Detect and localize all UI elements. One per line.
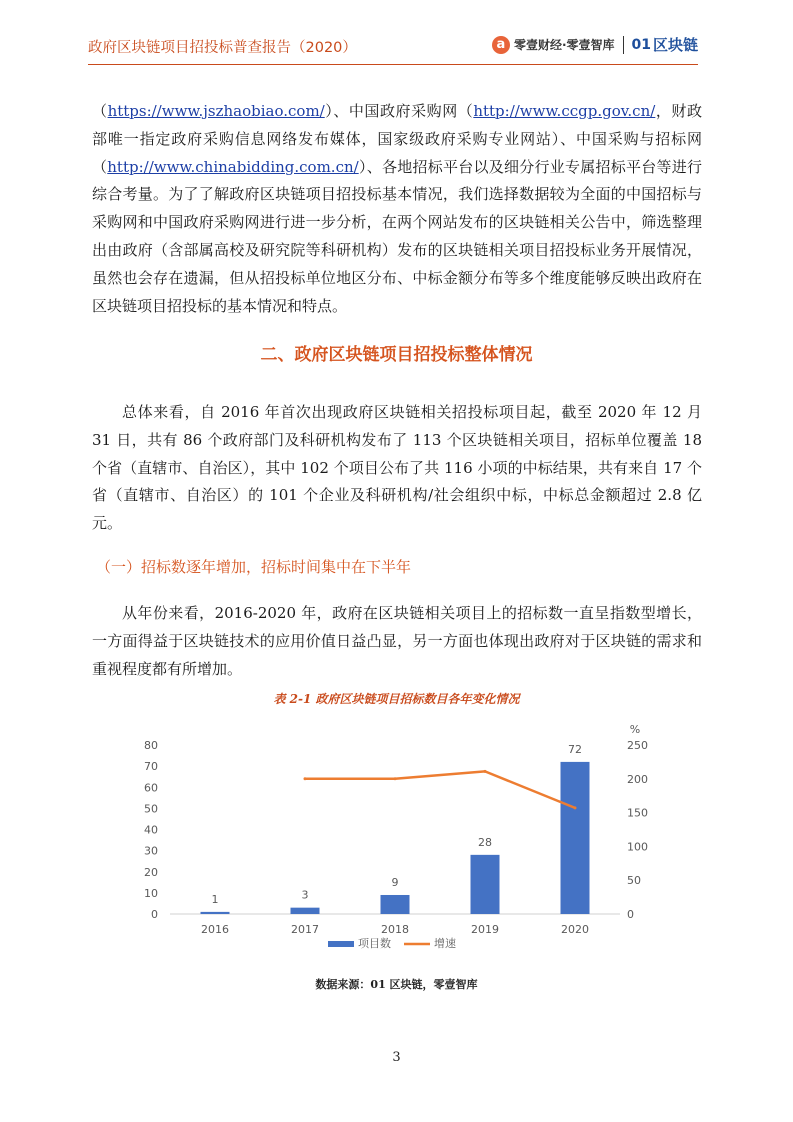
- right-axis-tick: 50: [627, 874, 641, 888]
- page-header: [88, 30, 698, 65]
- left-axis-tick: 70: [144, 760, 158, 774]
- legend-swatch-projects: [328, 941, 354, 947]
- growth-rate-line: [305, 771, 575, 808]
- left-axis-tick: 50: [144, 802, 158, 816]
- bar-data-label: 1: [211, 892, 219, 906]
- bar-2016: [201, 912, 230, 914]
- header-title: 政府区块链项目招投标普查报告（2020）: [88, 40, 357, 56]
- intro-open-paren: （: [92, 102, 108, 120]
- bar-data-label: 72: [568, 742, 582, 756]
- left-axis-tick: 10: [144, 886, 158, 900]
- intro-text-2: ，财政部唯一指定政府采购信息网络发布媒体，国家级政府采购专业网站）、中国采购与招标网（: [92, 102, 702, 176]
- growth-rate-point-2019: [484, 770, 487, 773]
- trend-paragraph: 从年份来看，2016-2020 年，政府在区块链相关项目上的招标数一直呈指数型增长，一方面得益于区块链技术的应用价值日益凸显，另一方面也体现出政府对于区块链的需求和重视程度都有所增加。: [92, 604, 702, 678]
- left-axis-tick: 0: [151, 908, 158, 921]
- left-axis-tick: 80: [144, 739, 158, 752]
- bar-2019: [471, 855, 500, 914]
- link-chinabidding[interactable]: http://www.chinabidding.com.cn/: [107, 157, 359, 176]
- right-axis-tick: 200: [627, 772, 648, 786]
- left-axis-tick: 30: [144, 844, 158, 858]
- bar-2020: [561, 762, 590, 914]
- intro-text-1: ）、中国政府采购网（: [324, 102, 474, 120]
- bar-data-label: 28: [478, 835, 492, 849]
- subsection-title: （一）招标数逐年增加，招标时间集中在下半年: [96, 558, 412, 576]
- page-number: 3: [392, 1050, 401, 1065]
- section-title: 二、政府区块链项目招投标整体情况: [260, 345, 533, 365]
- intro-paragraph: [92, 98, 702, 320]
- left-axis-tick: 60: [144, 781, 158, 795]
- right-axis-tick: 250: [627, 739, 648, 752]
- chart-caption: 表 2-1 政府区块链项目招标数目各年变化情况: [273, 692, 520, 706]
- source-note: 数据来源：01 区块链，零壹智库: [315, 978, 478, 991]
- brand-text: 零壹财经·零壹智库: [513, 38, 615, 52]
- blockchain-logo-text: 区块链: [652, 36, 698, 54]
- x-axis-tick: 2018: [381, 923, 409, 936]
- legend-label-growth: 增速: [434, 937, 456, 950]
- x-axis-tick: 2017: [291, 923, 319, 936]
- brand-divider: [623, 36, 624, 54]
- project-count-chart: [130, 718, 670, 958]
- right-axis-tick: 100: [627, 840, 648, 854]
- x-axis-tick: 2016: [201, 923, 229, 936]
- left-axis-tick: 20: [144, 865, 158, 879]
- legend-label-projects: 项目数: [358, 937, 391, 950]
- growth-rate-point-2017: [304, 777, 307, 780]
- growth-rate-point-2018: [394, 777, 397, 780]
- bar-data-label: 9: [391, 875, 399, 889]
- growth-rate-point-2020: [574, 806, 577, 809]
- x-axis-tick: 2020: [561, 923, 589, 936]
- left-axis-tick: 40: [144, 823, 158, 837]
- overview-paragraph: 总体来看，自 2016 年首次出现政府区块链相关招投标项目起，截至 2020 年 12 月 31 日，共有 86 个政府部门及科研机构发布了 113 个区块链相关项目，招标单位覆盖 18 个省（直辖市、自治区），其中 102 个项目公布了共 116 小项的中标结果，共有来自 17 个省（直辖市、自治区）的 101 个企业及科研机构/社会组织中标，中标总金额超过 2.8 亿元。: [92, 403, 702, 533]
- bar-data-label: 3: [301, 888, 309, 902]
- right-axis-tick: 150: [627, 806, 648, 820]
- link-ccgp[interactable]: http://www.ccgp.gov.cn/: [473, 102, 656, 120]
- x-axis-tick: 2019: [471, 923, 499, 936]
- link-jszhaobiao[interactable]: https://www.jszhaobiao.com/: [107, 102, 325, 120]
- lingyi-logo-icon: a: [492, 36, 510, 54]
- blockchain-logo-icon: 01: [631, 36, 651, 53]
- header-brand: [492, 34, 698, 55]
- intro-text-3: ）、各地招标平台以及细分行业专属招标平台等进行综合考量。为了了解政府区块链项目招投标基本情况，我们选择数据较为全面的中国招标与采购网和中国政府采购网进行进一步分析，在两个网站发布的区块链相关公告中，筛选整理出由政府（含部属高校及研究院等科研机构）发布的区块链相关项目招投标业务开展情况，虽然也会存在遗漏，但从招投标单位地区分布、中标金额分布等多个维度能够反映出政府在区块链项目招投标的基本情况和特点。: [92, 157, 702, 315]
- right-axis-unit: %: [629, 723, 641, 736]
- right-axis-tick: 0: [627, 908, 634, 921]
- bar-2017: [291, 908, 320, 914]
- bar-2018: [381, 895, 410, 914]
